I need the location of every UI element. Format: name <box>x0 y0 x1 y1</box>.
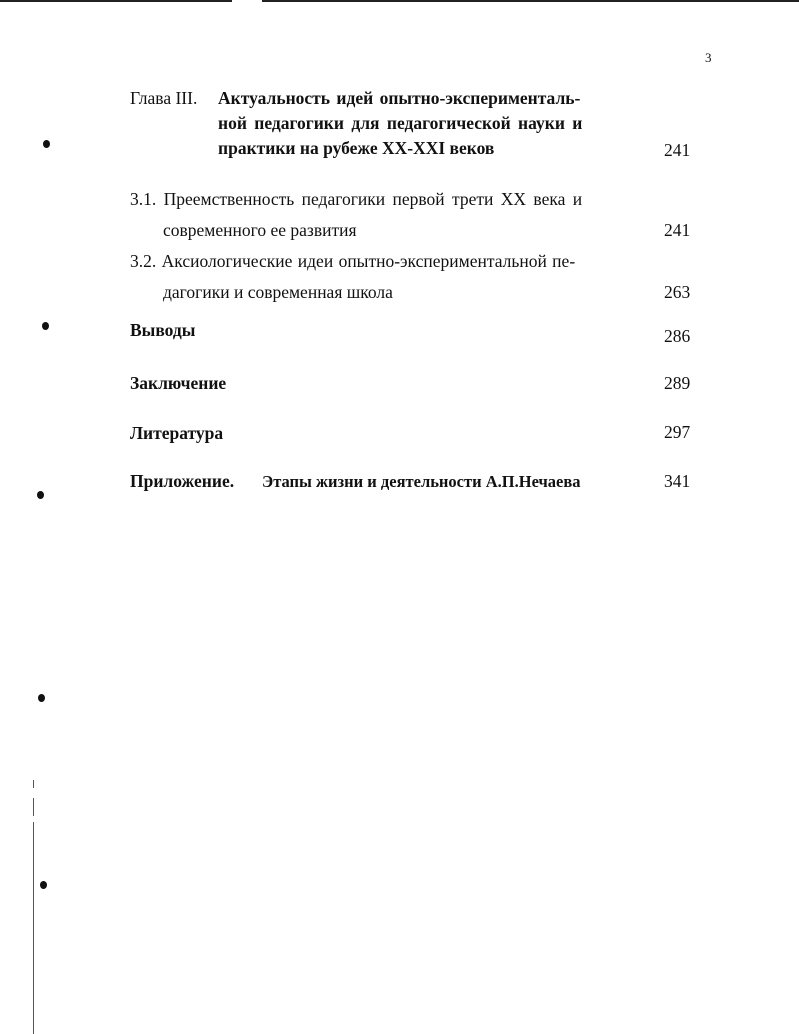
binder-dot <box>38 694 45 702</box>
section-3-1-line-2: современного ее развития <box>163 220 357 240</box>
section-3-1-line-1: 3.1. Преемственность педагогики первой трети XX века и <box>130 189 583 209</box>
section-3-2-line-2: дагогики и современная школа <box>163 282 393 302</box>
page-number: 3 <box>705 50 712 65</box>
margin-line <box>33 822 34 1034</box>
chapter-label: Глава III. <box>130 88 198 108</box>
appendix-label: Приложение. <box>130 471 235 491</box>
margin-line <box>33 798 34 816</box>
final-label: Заключение <box>130 373 227 393</box>
appendix-page: 341 <box>664 471 691 491</box>
chapter-page: 241 <box>664 140 691 160</box>
binder-dot <box>37 491 44 499</box>
binder-dot <box>42 322 49 330</box>
section-3-2-line-1: 3.2. Аксиологические идеи опытно-экспериментальной пе- <box>130 251 576 271</box>
chapter-title-line-2: ной педагогики для педагогической науки и <box>218 113 583 133</box>
binder-dot <box>43 140 50 148</box>
top-border-line-left <box>0 0 232 2</box>
top-border-line-right <box>262 0 799 2</box>
margin-line <box>33 780 34 788</box>
appendix-subtitle: Этапы жизни и деятельности А.П.Нечаева <box>262 472 581 491</box>
chapter-title-line-1: Актуальность идей опытно-эксперименталь- <box>218 88 581 108</box>
literature-label: Литература <box>130 423 224 443</box>
conclusions-page: 286 <box>664 326 691 346</box>
literature-page: 297 <box>664 422 691 442</box>
conclusions-label: Выводы <box>130 320 196 340</box>
chapter-title-line-3: практики на рубеже XX-XXI веков <box>218 138 495 158</box>
section-3-2-page: 263 <box>664 282 691 302</box>
final-page: 289 <box>664 373 691 393</box>
section-3-1-page: 241 <box>664 220 691 240</box>
binder-dot <box>40 881 47 889</box>
